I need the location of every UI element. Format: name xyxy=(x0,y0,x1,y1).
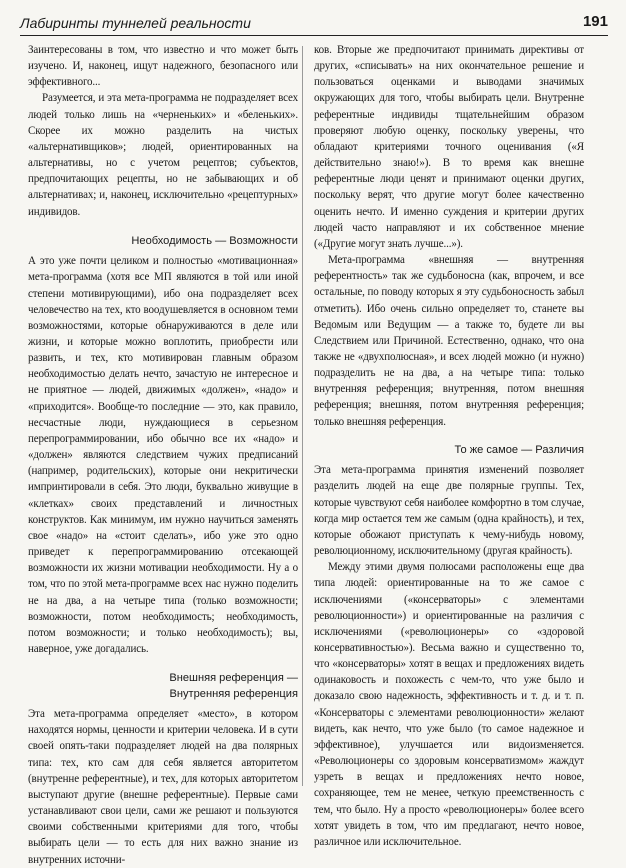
running-title: Лабиринты туннелей реальности xyxy=(20,15,251,31)
section-heading-line: Внешняя референция — xyxy=(169,672,298,685)
section-heading: То же самое — Различия xyxy=(454,443,584,456)
section-heading-line: Внутренняя референция xyxy=(169,687,298,700)
paragraph: Разумеется, и эта мета-программа не подразделяет всех людей только лишь на «черненьких» и «беленьких». Скорее их можно разделить на чистых «альтернативщиков»; людей, ориентированных на альтернативы, но с учетом рецептов; субъектов, предпочитающих рецепты, но не забывающих и об альтернативах; и, наконец, исключительно «рецептурных» индивидов. xyxy=(28,92,298,218)
page-number: 191 xyxy=(582,13,608,30)
paragraph: Заинтересованы в том, что известно и что может быть изучено. И, наконец, ищут надежного, безопасного или эффективного... xyxy=(28,44,298,89)
running-header xyxy=(20,9,608,36)
left-column xyxy=(28,42,298,866)
paragraph: Между этими двумя полюсами расположены еще два типа людей: ориентированные на то же самое с исключениями («консерваторы» с элементами революционности») и ориентированные на различия с исключениями («революционеры» со «здоровой консервативностью»). Весьма важно и существенно то, что «консерваторы» хотят в вещах и предложениях видеть одинаковость и похожесть с чем-то, что уже было и доказало свою надежность, эффективность и т. д. и т. п. «Консерваторы с элементами революционности» желают видеть, как нечто, что уже было (то самое надежное и эффективное), улучшается или видоизменяется. «Революционеры со здоровым консерватизмом» жаждут узреть в вещах и предложениях нечто новое, сохраняющее, тем не менее, четкую преемственность с тем, что было. Ну а просто «революционеры» более всего хотят увидеть в том, что им предлагают, нечто новое, различное или исключительное. xyxy=(314,561,584,848)
paragraph: Эта мета-программа принятия изменений позволяет разделить людей на еще две полярные группы. Тех, которые чувствуют себя наиболее комфортно в том случае, когда мир остается тем же самым (одна крайность), и тех, которые обожают приступать к чему-нибудь новому, революционному, исключительному (другая крайность). xyxy=(314,464,584,558)
paragraph: ков. Вторые же предпочитают принимать директивы от других, «списывать» на них окончательное решение и пользоваться оценками и выводами значимых окружающих для того, чтобы выбирать цели. Внутренне референтные индивиды тщательнейшим образом проверяют любую оценку, поскольку уверены, что обладают критериями точного оценивания («Я действительно знаю!»). В то время как внешне референтные люди ценят и принимают оценки других, поскольку верят, что другие могут более качественно оценить нечто. И именно суждения и критерии других людей часто направляют и их собственное мнение («Другие могут знать лучше...»). xyxy=(314,44,584,250)
paragraph: Мета-программа «внешняя — внутренняя референтность» так же судьбоносна (как, впрочем, и все остальные, по поводу которых я эту судьбоносность забыл отметить). Ибо очень сильно определяет то, станете вы Ведомым или Ведущим — а также то, будете ли вы Следствием или Причиной. Естественно, однако, что она также не «двухполюсная», и всех людей можно (и нужно) подразделить не на два, а на четыре типа: только внутренняя референция; внутренняя, потом внешняя референция; внешняя, потом внутренняя референция; только внешняя референция. xyxy=(314,254,584,428)
paragraph: А это уже почти целиком и полностью «мотивационная» мета-программа (хотя все МП являются в той или иной степени мотивирующими), ибо она подразделяет всех человечество на тех, кто воодушевляется в основном теми возможностями, которые обнаруживаются в деле или жизни, и которые можно воплотить, приобрести или развить, и тех, кто мотивирован главным образом необходимостью делать нечто, зачастую не интересное и не приятное — людей, движимых «должен», «надо» и «приходится». Вообще-то последние — это, как правило, несчастные люди, нуждающиеся в серьезном перепрограммировании, ибо обычно все их «надо» и «должен» являются следствием чужих предписаний (например, родительских), которые они некритически импринтировали в себя. Это люди, буквально живущие в «клетках» своих представлений и личностных конструктов. Как минимум, им нужно научиться заменять свое «надо» на «стоит сделать», ибо уже это одно приведет к перепрограммированию отсекающей возможности их жизни мотивации необходимости. Ну а о том, что по этой мета-программе всех нас нужно поделить не на два, а на четыре типа (только возможности; возможности, потом необходимость; необходимость, потом возможности; и только необходимость); вы, наверное, уже догадались. xyxy=(28,255,298,655)
paragraph: Эта мета-программа определяет «место», в котором находятся нормы, ценности и критерии человека. И в сути своей опять-таки подразделяет людей на два полярных типа: тех, кто сам для себя является авторитетом (внутренне референтные), и тех, для которых авторитетом выступают другие (внешне референтные). Первые сами устанавливают свои цели, сами же решают и пользуются своими собственными критериями для того, чтобы выбирать цели — то есть для них важно знание из внутренних источни- xyxy=(28,708,298,866)
column-divider xyxy=(302,46,303,786)
right-column xyxy=(314,42,584,848)
section-heading: Необходимость — Возможности xyxy=(131,234,298,247)
section-heading xyxy=(28,671,298,702)
